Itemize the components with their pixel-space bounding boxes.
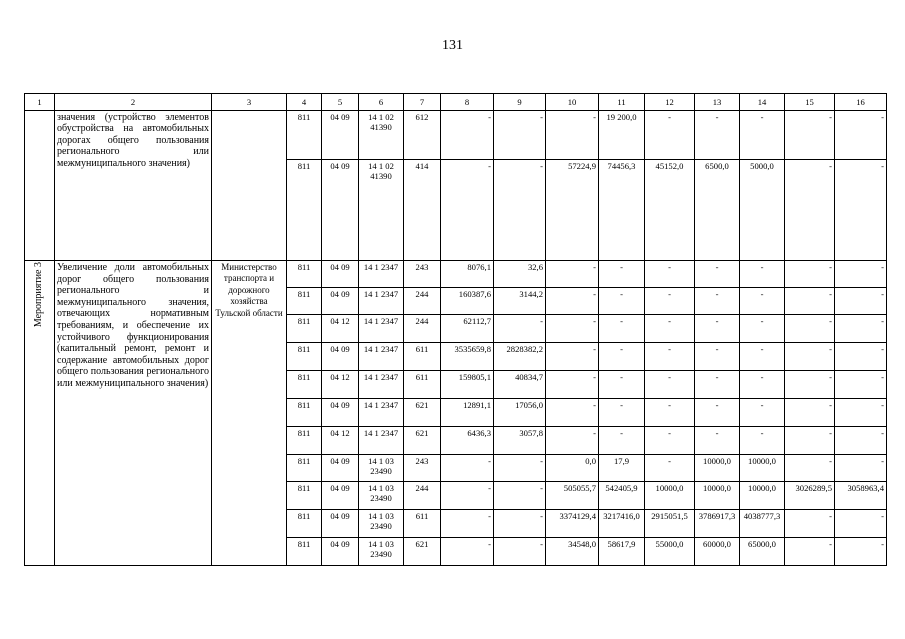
table-cell: 04 09 xyxy=(322,343,359,371)
table-cell: 811 xyxy=(287,398,322,426)
table-cell: 160387,6 xyxy=(441,287,494,315)
table-cell: 611 xyxy=(404,510,441,538)
table-cell: - xyxy=(835,426,887,454)
table-cell: - xyxy=(645,343,695,371)
table-cell: - xyxy=(695,315,740,343)
table-cell: - xyxy=(835,454,887,482)
table-cell: 14 1 2347 xyxy=(359,260,404,287)
table-cell: 04 09 xyxy=(322,454,359,482)
table-cell: 611 xyxy=(404,343,441,371)
table-cell: 17056,0 xyxy=(494,398,546,426)
table-cell: - xyxy=(494,482,546,510)
table-cell: 243 xyxy=(404,260,441,287)
table-cell: 159805,1 xyxy=(441,371,494,399)
table-cell: - xyxy=(645,454,695,482)
table-cell: 04 09 xyxy=(322,398,359,426)
table-cell: 3026289,5 xyxy=(785,482,835,510)
table-cell: - xyxy=(835,260,887,287)
header-cell: 1 xyxy=(25,94,55,111)
table-cell: 10000,0 xyxy=(695,482,740,510)
table-cell: - xyxy=(835,538,887,566)
table-cell: 244 xyxy=(404,287,441,315)
table-cell: 621 xyxy=(404,538,441,566)
table-cell: - xyxy=(645,260,695,287)
table-cell: 8076,1 xyxy=(441,260,494,287)
page-number: 131 xyxy=(442,38,463,53)
table-cell: - xyxy=(494,538,546,566)
table-cell: 04 12 xyxy=(322,315,359,343)
table-cell: 57224,9 xyxy=(546,159,599,260)
header-cell: 3 xyxy=(212,94,287,111)
table-cell: - xyxy=(441,159,494,260)
table-cell: 04 09 xyxy=(322,510,359,538)
header-row xyxy=(25,94,887,111)
table-cell: 811 xyxy=(287,287,322,315)
header-cell: 6 xyxy=(359,94,404,111)
header-cell: 5 xyxy=(322,94,359,111)
table-cell: 621 xyxy=(404,398,441,426)
table-cell: - xyxy=(599,315,645,343)
table-cell: 60000,0 xyxy=(695,538,740,566)
measure-label: Мероприятие 3 xyxy=(32,261,44,328)
table-cell: 62112,7 xyxy=(441,315,494,343)
table-cell: - xyxy=(494,315,546,343)
table-row xyxy=(25,260,887,287)
header-cell: 12 xyxy=(645,94,695,111)
table-cell: - xyxy=(740,371,785,399)
table-cell: - xyxy=(645,315,695,343)
header-cell: 4 xyxy=(287,94,322,111)
table-cell: - xyxy=(695,426,740,454)
table-cell: 0,0 xyxy=(546,454,599,482)
table-cell: - xyxy=(740,343,785,371)
table-cell: - xyxy=(835,110,887,159)
table-cell: - xyxy=(494,454,546,482)
table-cell: - xyxy=(835,398,887,426)
table-cell: 55000,0 xyxy=(645,538,695,566)
table-cell: - xyxy=(785,426,835,454)
table-cell: 811 xyxy=(287,426,322,454)
table-cell: 04 09 xyxy=(322,110,359,159)
table-cell: 5000,0 xyxy=(740,159,785,260)
table-cell: 04 09 xyxy=(322,287,359,315)
table-cell: - xyxy=(785,287,835,315)
table-cell: - xyxy=(785,510,835,538)
header-cell: 7 xyxy=(404,94,441,111)
table-cell: - xyxy=(546,260,599,287)
table-cell: 611 xyxy=(404,371,441,399)
table-cell: 14 1 03 23490 xyxy=(359,454,404,482)
table-cell: - xyxy=(599,426,645,454)
table-cell: - xyxy=(546,371,599,399)
continuation-executor-cell xyxy=(212,110,287,260)
table-cell: - xyxy=(740,287,785,315)
table-cell: - xyxy=(441,538,494,566)
header-cell: 16 xyxy=(835,94,887,111)
table-cell: - xyxy=(494,110,546,159)
table-cell: 612 xyxy=(404,110,441,159)
continuation-label-cell xyxy=(25,110,55,260)
table-cell: 14 1 2347 xyxy=(359,343,404,371)
table-cell: - xyxy=(599,287,645,315)
table-cell: - xyxy=(785,398,835,426)
table-cell: 2828382,2 xyxy=(494,343,546,371)
table-cell: 14 1 02 41390 xyxy=(359,110,404,159)
table-cell: - xyxy=(785,371,835,399)
table-cell: 45152,0 xyxy=(645,159,695,260)
table-cell: - xyxy=(546,287,599,315)
table-cell: 811 xyxy=(287,538,322,566)
table-cell: 811 xyxy=(287,454,322,482)
table-cell: 04 09 xyxy=(322,482,359,510)
header-cell: 13 xyxy=(695,94,740,111)
table-cell: 811 xyxy=(287,110,322,159)
table-cell: 32,6 xyxy=(494,260,546,287)
table-cell: 244 xyxy=(404,482,441,510)
table-cell: - xyxy=(835,510,887,538)
table-cell: - xyxy=(546,315,599,343)
header-cell: 11 xyxy=(599,94,645,111)
table-cell: - xyxy=(441,510,494,538)
table-cell: - xyxy=(645,398,695,426)
table-cell: - xyxy=(835,371,887,399)
table-cell: - xyxy=(785,110,835,159)
table-cell: 58617,9 xyxy=(599,538,645,566)
header-cell: 9 xyxy=(494,94,546,111)
table-cell: 505055,7 xyxy=(546,482,599,510)
table-cell: 10000,0 xyxy=(740,482,785,510)
table-cell: 10000,0 xyxy=(645,482,695,510)
table-cell: 04 09 xyxy=(322,260,359,287)
table-cell: 14 1 2347 xyxy=(359,315,404,343)
header-cell: 15 xyxy=(785,94,835,111)
table-cell: 3057,8 xyxy=(494,426,546,454)
table-cell: 3217416,0 xyxy=(599,510,645,538)
table-cell: 04 09 xyxy=(322,538,359,566)
table-cell: 14 1 02 41390 xyxy=(359,159,404,260)
table-cell: 14 1 2347 xyxy=(359,371,404,399)
table-cell: 14 1 2347 xyxy=(359,426,404,454)
table-cell: 04 12 xyxy=(322,371,359,399)
table-cell: 811 xyxy=(287,315,322,343)
table-cell: 811 xyxy=(287,482,322,510)
header-cell: 10 xyxy=(546,94,599,111)
table-cell: - xyxy=(695,260,740,287)
table-cell: 3374129,4 xyxy=(546,510,599,538)
measure-label-cell xyxy=(25,260,55,565)
measure-description: Увеличение доли автомобильных дорог общего пользования регионального и межмуниципального значения, отвечающих нормативным требованиям, и обеспечение их устойчивого функционирования (капитальный ремонт, ремонт и содержание автомобильных дорог общего пользования регионального или межмуниципального значения) xyxy=(55,260,212,565)
table-cell: 40834,7 xyxy=(494,371,546,399)
table-cell: - xyxy=(835,159,887,260)
header-cell: 14 xyxy=(740,94,785,111)
table-cell: - xyxy=(645,287,695,315)
table-cell: 14 1 03 23490 xyxy=(359,482,404,510)
table-cell: - xyxy=(599,343,645,371)
table-cell: 811 xyxy=(287,510,322,538)
table-cell: - xyxy=(645,371,695,399)
table-cell: 811 xyxy=(287,371,322,399)
table-cell: 19 200,0 xyxy=(599,110,645,159)
table-cell: - xyxy=(835,287,887,315)
measure-executor: Министерство транспорта и дорожного хозяйства Тульской области xyxy=(212,260,287,565)
header-cell: 2 xyxy=(55,94,212,111)
table-cell: - xyxy=(494,510,546,538)
table-cell: - xyxy=(645,110,695,159)
table-cell: - xyxy=(441,110,494,159)
table-cell: - xyxy=(546,426,599,454)
table-cell: 4038777,3 xyxy=(740,510,785,538)
table-cell: - xyxy=(785,454,835,482)
table-cell: 2915051,5 xyxy=(645,510,695,538)
table-cell: 34548,0 xyxy=(546,538,599,566)
table-cell: - xyxy=(835,343,887,371)
table-cell: 10000,0 xyxy=(740,454,785,482)
table-cell: - xyxy=(441,482,494,510)
table-cell: 811 xyxy=(287,260,322,287)
table-cell: 14 1 2347 xyxy=(359,398,404,426)
table-cell: 3144,2 xyxy=(494,287,546,315)
table-cell: 3058963,4 xyxy=(835,482,887,510)
table-cell: - xyxy=(785,159,835,260)
table-cell: 74456,3 xyxy=(599,159,645,260)
table-cell: - xyxy=(441,454,494,482)
table-cell: - xyxy=(785,538,835,566)
table-cell: - xyxy=(695,371,740,399)
table-cell: - xyxy=(740,426,785,454)
table-cell: - xyxy=(695,343,740,371)
table-cell: 10000,0 xyxy=(695,454,740,482)
table-cell: 811 xyxy=(287,343,322,371)
table-cell: 244 xyxy=(404,315,441,343)
table-cell: - xyxy=(546,343,599,371)
continuation-description: значения (устройство элементов обустройства на автомобильных дорогах общего пользования регионального или межмуниципального значения) xyxy=(55,110,212,260)
table-cell: - xyxy=(785,315,835,343)
table-cell: 04 12 xyxy=(322,426,359,454)
table-cell: - xyxy=(740,398,785,426)
table-cell: - xyxy=(695,398,740,426)
table-cell: - xyxy=(740,260,785,287)
table-cell: - xyxy=(785,260,835,287)
table-cell: 414 xyxy=(404,159,441,260)
table-cell: - xyxy=(546,110,599,159)
table-cell: 65000,0 xyxy=(740,538,785,566)
table-cell: - xyxy=(546,398,599,426)
table-cell: 14 1 2347 xyxy=(359,287,404,315)
table-cell: 17,9 xyxy=(599,454,645,482)
table-cell: 14 1 03 23490 xyxy=(359,538,404,566)
header-cell: 8 xyxy=(441,94,494,111)
table-cell: - xyxy=(740,110,785,159)
table-cell: - xyxy=(835,315,887,343)
table-row xyxy=(25,110,887,159)
table-cell: 04 09 xyxy=(322,159,359,260)
table-cell: 6436,3 xyxy=(441,426,494,454)
table-cell: - xyxy=(740,315,785,343)
table-cell: 3535659,8 xyxy=(441,343,494,371)
table-cell: - xyxy=(599,398,645,426)
table-cell: - xyxy=(599,260,645,287)
table-cell: 811 xyxy=(287,159,322,260)
table-cell: 542405,9 xyxy=(599,482,645,510)
table-cell: - xyxy=(494,159,546,260)
table-cell: - xyxy=(695,287,740,315)
table-cell: 12891,1 xyxy=(441,398,494,426)
table-cell: - xyxy=(785,343,835,371)
table-cell: - xyxy=(695,110,740,159)
table-cell: 243 xyxy=(404,454,441,482)
table-cell: - xyxy=(645,426,695,454)
table-cell: - xyxy=(599,371,645,399)
table-cell: 14 1 03 23490 xyxy=(359,510,404,538)
table-cell: 3786917,3 xyxy=(695,510,740,538)
table-cell: 621 xyxy=(404,426,441,454)
table-cell: 6500,0 xyxy=(695,159,740,260)
budget-table xyxy=(24,93,887,566)
